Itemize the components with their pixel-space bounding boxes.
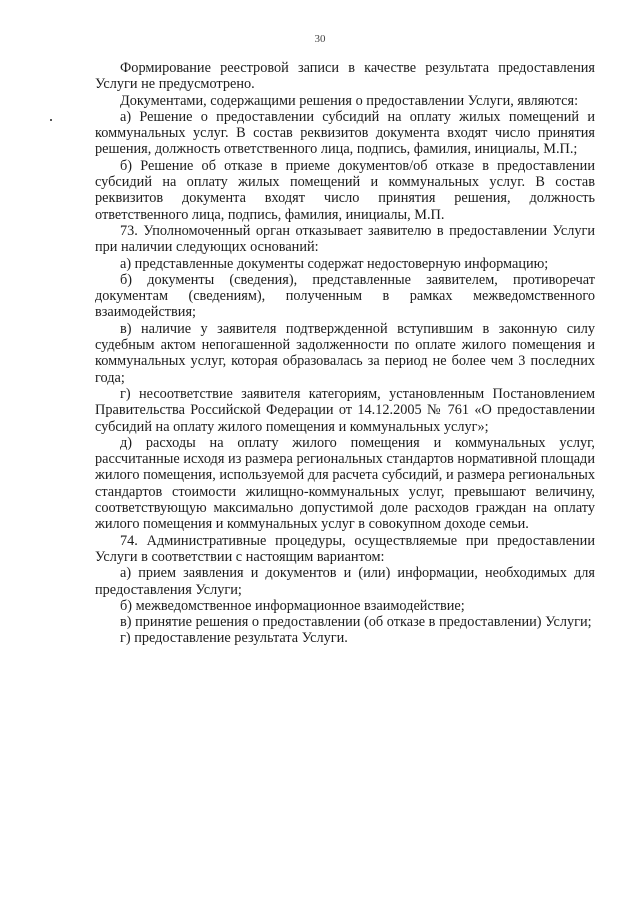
paragraph-73-item-v: в) наличие у заявителя подтвержденной вступившим в законную силу судебным актом непогашенной задолженности по оплате жилого помещения и коммунальных услуг, которая образовалась за период не более чем 3 последних года; [95,320,595,386]
paragraph-74-item-v: в) принятие решения о предоставлении (об отказе в предоставлении) Услуги; [120,614,592,631]
paragraph-73-item-b: б) документы (сведения), представленные заявителем, противоречат документам (сведениям), полученным в рамках межведомственного взаимодействия; [95,271,595,321]
paragraph-74-item-b: б) межведомственное информационное взаимодействие; [120,597,465,614]
document-body [95,60,595,647]
paragraph-item-a-decision: а) Решение о предоставлении субсидий на оплату жилых помещений и коммунальных услуг. В состав реквизитов документа входят число принятия решения, должность ответственного лица, подпись, фамилия, инициалы, М.П.; [95,108,595,158]
margin-mark [50,119,52,121]
paragraph-decision-documents: Документами, содержащими решения о предоставлении Услуги, являются: [120,92,579,109]
paragraph-74-item-a: а) прием заявления и документов и (или) информации, необходимых для предоставления Услуги; [95,565,595,598]
paragraph-73: 73. Уполномоченный орган отказывает заявителю в предоставлении Услуги при наличии следующих оснований: [95,222,595,256]
paragraph-item-b-refusal: б) Решение об отказе в приеме документов/об отказе в предоставлении субсидий на оплату жилых помещений и коммунальных услуг. В состав реквизитов документа входят число принятия решения, должность ответственного лица, подпись, фамилия, инициалы, М.П. [95,157,595,223]
paragraph-73-item-a: а) представленные документы содержат недостоверную информацию; [120,255,549,272]
paragraph-73-item-g: г) несоответствие заявителя категориям, установленным Постановлением Правительства Российской Федерации от 14.12.2005 № 761 «О предоставлении субсидий на оплату жилого помещения и коммунальных услуг»; [95,385,595,435]
paragraph-74-item-g: г) предоставление результата Услуги. [120,630,348,647]
paragraph-74: 74. Административные процедуры, осуществляемые при предоставлении Услуги в соответствии с настоящим вариантом: [95,532,595,565]
paragraph-73-item-d: д) расходы на оплату жилого помещения и коммунальных услуг, рассчитанные исходя из размера региональных стандартов нормативной площади жилого помещения, используемой для расчета субсидий, и размера региональных стандартов стоимости жилищно-коммунальных услуг, превышают величину, соответствующую максимально допустимой доле расходов граждан на оплату жилого помещения и коммунальных услуг в совокупном доходе семьи. [95,434,595,533]
page-number: 30 [314,33,326,45]
paragraph-registry-note: Формирование реестровой записи в качестве результата предоставления Услуги не предусмотрено. [95,60,595,93]
